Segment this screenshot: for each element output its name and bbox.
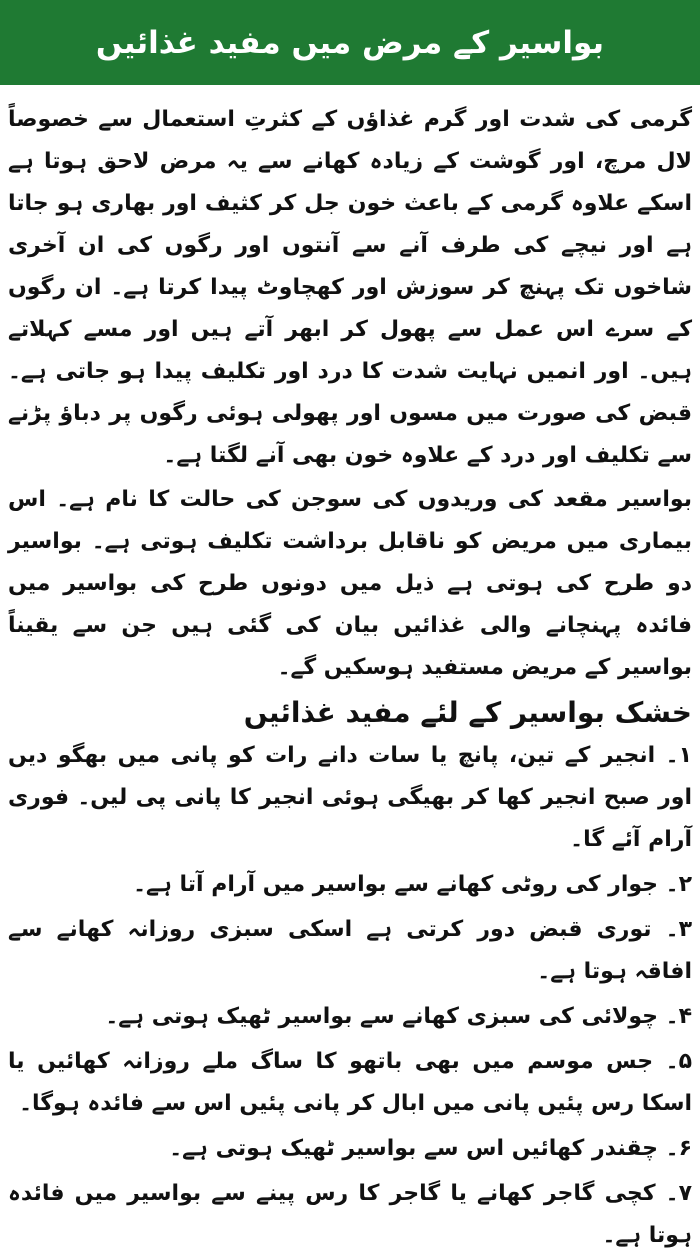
list-item: ۲۔ جوار کی روٹی کھانے سے بواسیر میں آرام آتا ہے۔	[133, 872, 692, 897]
list-item: ۳۔ توری قبض دور کرتی ہے اسکی سبزی روزانہ کھانے سے افاقہ ہوتا ہے۔	[8, 917, 692, 984]
list-item: ۷۔ کچی گاجر کھانے یا گاجر کا رس پینے سے بواسیر میں فائدہ ہوتا ہے۔	[8, 1181, 692, 1248]
section-heading: خشک بواسیر کے لئے مفید غذائیں	[243, 696, 692, 729]
remedy-list	[8, 735, 692, 1257]
list-item: ۶۔ چقندر کھائیں اس سے بواسیر ٹھیک ہوتی ہے۔	[169, 1136, 692, 1161]
page-title: بواسیر کے مرض میں مفید غذائیں	[95, 24, 605, 61]
article-body	[0, 85, 700, 1248]
intro-paragraph: گرمی کی شدت اور گرم غذاؤں کے کثرتِ استعمال سے خصوصاً لال مرچ، اور گوشت کے زیادہ کھانے سے یہ مرض لاحق ہوتا ہے اسکے علاوہ گرمی کے باعث خون جل کر کثیف اور بھاری ہو جاتا ہے اور نیچے کی طرف آنے سے آنتوں اور رگوں کی ان آخری شاخوں تک پہنچ کر سوزش اور کھچاوٹ پیدا کرتا ہے۔ ان رگوں کے سرے اس عمل سے پھول کر ابھر آتے ہیں اور مسے کہلاتے ہیں۔ اور انمیں نہایت شدت کا درد اور تکلیف پیدا ہو جاتی ہے۔ قبض کی صورت میں مسوں اور پھولی ہوئی رگوں پر دباؤ پڑنے سے تکلیف اور درد کے علاوہ خون بھی آنے لگتا ہے۔	[8, 107, 692, 468]
description-paragraph: بواسیر مقعد کی وریدوں کی سوجن کی حالت کا نام ہے۔ اس بیماری میں مریض کو ناقابل برداشت تکلیف ہوتی ہے۔ بواسیر دو طرح کی ہوتی ہے ذیل میں دونوں طرح کی بواسیر میں فائدہ پہنچانے والی غذائیں بیان کی گئی ہیں جن سے یقیناً بواسیر کے مریض مستفید ہوسکیں گے۔	[8, 487, 692, 680]
list-item: ۵۔ جس موسم میں بھی باتھو کا ساگ ملے روزانہ کھائیں یا اسکا رس پئیں پانی میں ابال کر پانی پئیں اس سے فائدہ ہوگا۔	[8, 1049, 692, 1116]
header-banner	[0, 0, 700, 85]
list-item: ۱۔ انجیر کے تین، پانچ یا سات دانے رات کو پانی میں بھگو دیں اور صبح انجیر کھا کر بھیگی ہوئی انجیر کا پانی پی لیں۔ فوری آرام آئے گا۔	[8, 743, 692, 852]
list-item: ۴۔ چولائی کی سبزی کھانے سے بواسیر ٹھیک ہوتی ہے۔	[105, 1004, 692, 1029]
